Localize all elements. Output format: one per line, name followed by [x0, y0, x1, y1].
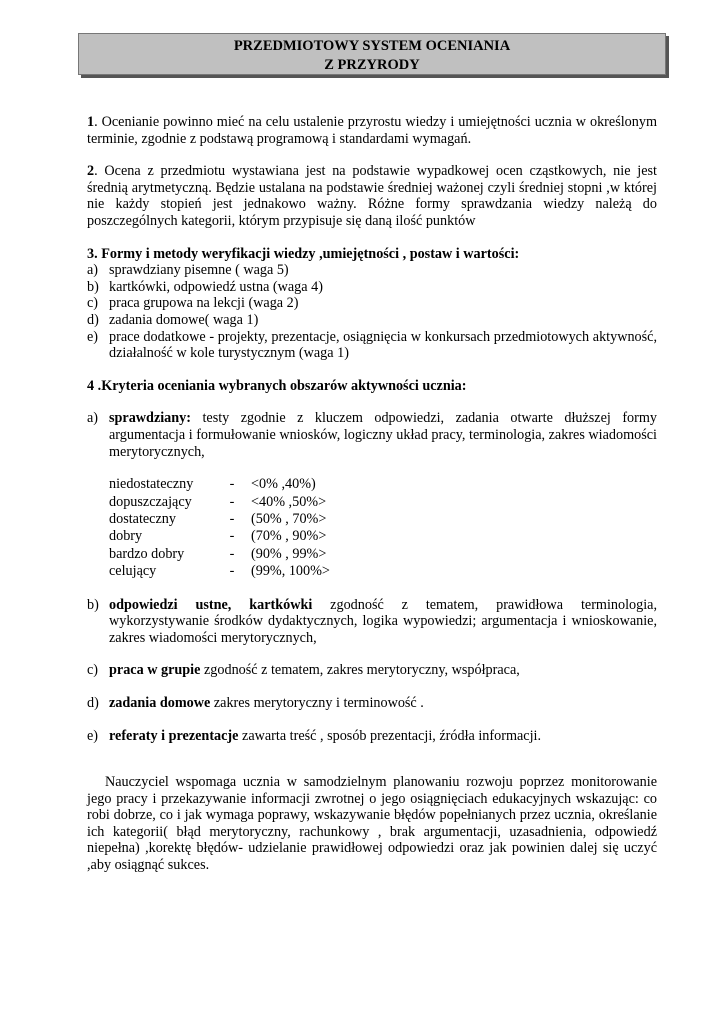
- table-row: [109, 476, 330, 493]
- paragraph-1: [87, 114, 657, 147]
- criteria-item-text: [109, 597, 657, 647]
- grade-scale-table: [109, 476, 330, 580]
- grade-dash: -: [229, 545, 235, 562]
- criteria-item-text: [109, 410, 657, 460]
- document-body: [87, 114, 657, 890]
- list-item-label: b): [87, 278, 99, 295]
- criteria-item-description: zawarta treść , sposób prezentacji, źródła informacji.: [238, 727, 541, 744]
- criteria-item-label: a): [87, 410, 99, 427]
- grade-name: dostateczny: [109, 510, 176, 527]
- section-4-heading: 4 .Kryteria oceniania wybranych obszarów aktywności ucznia:: [87, 377, 467, 394]
- grade-range: (99%, 100%>: [251, 563, 330, 580]
- table-row: [109, 563, 330, 580]
- section-3-list: [87, 262, 657, 362]
- criteria-item-text: [109, 728, 657, 745]
- list-item: [87, 262, 657, 279]
- list-item-text: sprawdziany pisemne ( waga 5): [109, 262, 289, 279]
- grade-name: celujący: [109, 563, 157, 580]
- criteria-item-a: [87, 410, 657, 460]
- list-item: [87, 279, 657, 296]
- title-box: [78, 33, 666, 75]
- criteria-item-b: [87, 597, 657, 647]
- criteria-item-label: e): [87, 727, 99, 744]
- criteria-item-title: referaty i prezentacje: [109, 727, 239, 744]
- list-item-text: praca grupowa na lekcji (waga 2): [109, 295, 299, 312]
- paragraph-1-text: . Ocenianie powinno mieć na celu ustalenie przyrostu wiedzy i umiejętności ucznia w określonym terminie, zgodnie z podstawą programową i standardami wymagań.: [87, 114, 657, 147]
- list-item-label: c): [87, 295, 99, 312]
- criteria-item-label: b): [87, 596, 99, 613]
- list-item-label: d): [87, 311, 99, 328]
- criteria-item-description: zakres merytoryczny i terminowość .: [210, 694, 424, 711]
- grade-range: <0% ,40%): [251, 476, 316, 493]
- grade-dash: -: [229, 476, 235, 493]
- table-row: [109, 494, 330, 511]
- section-3: [87, 246, 657, 362]
- criteria-item-description: testy zgodnie z kluczem odpowiedzi, zadania otwarte dłuższej formy argumentacja i formułowanie wniosków, logiczny układ pracy, terminologia, zakres wiadomości merytorycznych,: [109, 410, 657, 460]
- section-3-heading: 3. Formy i metody weryfikacji wiedzy ,umiejętności , postaw i wartości:: [87, 245, 520, 262]
- criteria-item-title: odpowiedzi ustne, kartkówki: [109, 596, 313, 613]
- grade-dash: -: [229, 493, 235, 510]
- grade-range: (70% , 90%>: [251, 528, 327, 545]
- title-line-2: Z PRZYRODY: [324, 57, 420, 73]
- criteria-item-title: zadania domowe: [109, 694, 211, 711]
- list-item-text: kartkówki, odpowiedź ustna (waga 4): [109, 278, 323, 295]
- criteria-item-d: [87, 695, 657, 712]
- list-item: [87, 312, 657, 329]
- criteria-item-description: zgodność z tematem, zakres merytoryczny, współpraca,: [200, 662, 520, 679]
- criteria-item-text: [109, 662, 657, 679]
- paragraph-2-text: . Ocena z przedmiotu wystawiana jest na podstawie wypadkowej ocen cząstkowych, nie jest średnią arytmetyczną. Będzie ustalana na podstawie średniej ważonej czyli średniej stopni ,w której nie każdy stopień jest jednakowo ważny. Różne formy sprawdzania wiedzy należą do poszczególnych kategorii, którym przypisuje się daną ilość punktów: [87, 163, 657, 229]
- list-item: [87, 295, 657, 312]
- grade-name: bardzo dobry: [109, 545, 185, 562]
- table-row: [109, 546, 330, 563]
- list-item-label: a): [87, 262, 99, 279]
- grade-name: niedostateczny: [109, 476, 194, 493]
- title-line-1: PRZEDMIOTOWY SYSTEM OCENIANIA: [233, 38, 511, 54]
- grade-range: <40% ,50%>: [251, 493, 327, 510]
- list-item: [87, 329, 657, 362]
- criteria-item-description: zgodność z tematem, prawidłowa terminologia, wykorzystywanie środków dydaktycznych, logika wypowiedzi; argumentacja i wnioskowanie, zakres wiadomości merytorycznych,: [109, 596, 657, 646]
- paragraph-2-number: 2: [87, 163, 95, 180]
- criteria-item-title: praca w grupie: [109, 662, 201, 679]
- section-4: [87, 378, 657, 744]
- grade-range: (90% , 99%>: [251, 545, 327, 562]
- grade-name: dopuszczający: [109, 493, 192, 510]
- criteria-item-title: sprawdziany:: [109, 410, 191, 427]
- spacer: [87, 744, 657, 774]
- grade-name: dobry: [109, 528, 143, 545]
- criteria-item-text: [109, 695, 657, 712]
- table-row: [109, 528, 330, 545]
- paragraph-2: [87, 163, 657, 229]
- criteria-item-label: d): [87, 694, 99, 711]
- closing-paragraph: Nauczyciel wspomaga ucznia w samodzielnym planowaniu rozwoju poprzez monitorowanie jego pracy i przekazywanie informacji zwrotnej o jego osiągnięciach edukacyjnych wskazując: co robi dobrze, co i jak wymaga poprawy, wskazywanie błędów popełnianych przez ucznia, określanie ich kategorii( błąd merytoryczny, rachunkowy , brak argumentacji, uzasadnienia, odpowiedź niepełna) ,korektę błędów- udzielanie prawidłowej odpowiedzi oraz jak powinien dalej się uczyć ,aby osiągnąć sukces.: [87, 774, 657, 874]
- grade-range: (50% , 70%>: [251, 510, 327, 527]
- grade-dash: -: [229, 510, 235, 527]
- list-item-text: zadania domowe( waga 1): [109, 311, 259, 328]
- grade-dash: -: [229, 528, 235, 545]
- list-item-text: prace dodatkowe - projekty, prezentacje, osiągnięcia w konkursach przedmiotowych aktywność, działalność w kole turystycznym (waga 1): [109, 328, 657, 362]
- criteria-item-c: [87, 662, 657, 679]
- criteria-item-e: [87, 728, 657, 745]
- grade-dash: -: [229, 563, 235, 580]
- list-item-label: e): [87, 328, 99, 345]
- criteria-item-label: c): [87, 662, 99, 679]
- table-row: [109, 511, 330, 528]
- paragraph-1-number: 1: [87, 114, 95, 130]
